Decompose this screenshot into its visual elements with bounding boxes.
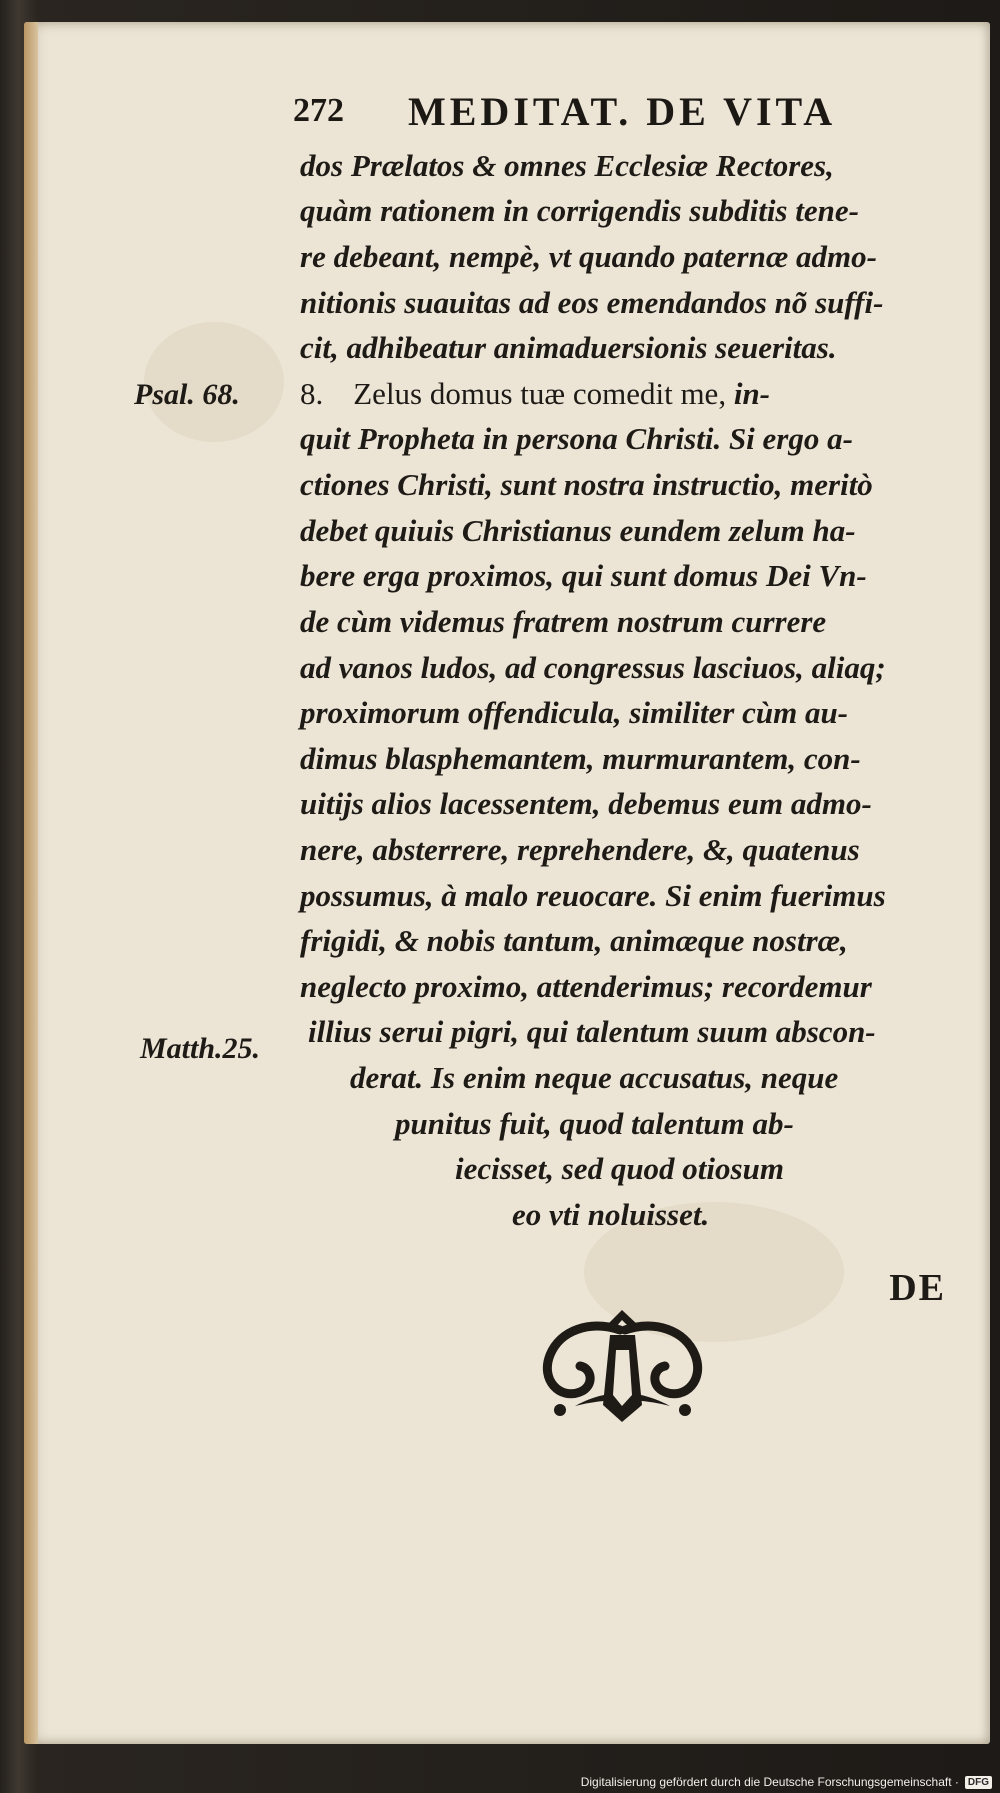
digitization-credit — [581, 1775, 992, 1789]
page-number: 272 — [293, 92, 344, 129]
running-title: MEDITAT. DE VITA — [408, 89, 837, 134]
text-line: quàm rationem in corrigendis subditis tene- — [300, 193, 859, 228]
text-line: dimus blasphemantem, murmurantem, con- — [300, 741, 861, 776]
text-line: proximorum offendicula, similiter cùm au- — [300, 695, 849, 730]
text-line: uitijs alios lacessentem, debemus eum admo- — [300, 786, 872, 821]
text-line: ad vanos ludos, ad congressus lasciuos, aliaq; — [300, 650, 886, 685]
text-line: nere, absterrere, reprehendere, &, quatenus — [300, 832, 860, 867]
text-line: de cùm videmus fratrem nostrum currere — [300, 604, 827, 639]
text-line: frigidi, & nobis tantum, animæque nostræ, — [300, 923, 848, 958]
line-tail: in- — [726, 376, 771, 411]
ornament-fleuron-icon — [520, 1310, 725, 1430]
text-line: illius serui pigri, qui talentum suum abscon- — [308, 1014, 876, 1049]
dfg-logo-icon: DFG — [965, 1776, 992, 1789]
text-line: nitionis suauitas ad eos emendandos nõ suffi- — [300, 285, 884, 320]
credit-text: Digitalisierung gefördert durch die Deutsche Forschungsgemeinschaft · — [580, 1775, 959, 1789]
paragraph-number: 8. — [300, 376, 324, 411]
text-line: cit, adhibeatur animaduersionis seueritas. — [300, 330, 837, 365]
text-line — [300, 374, 770, 414]
text-line: dos Prælatos & omnes Ecclesiæ Rectores, — [300, 148, 834, 183]
text-line: quit Propheta in persona Christi. Si ergo a- — [300, 421, 853, 456]
margin-note-matthew: Matth.25. — [140, 1032, 261, 1065]
quoted-verse: Zelus domus tuæ comedit me, — [353, 376, 727, 411]
catchword: DE — [889, 1267, 946, 1309]
running-head — [293, 88, 903, 140]
text-line: iecisset, sed quod otiosum — [455, 1151, 784, 1186]
text-line: debet quiuis Christianus eundem zelum ha- — [300, 513, 856, 548]
text-line: ctiones Christi, sunt nostra instructio, meritò — [300, 467, 873, 502]
text-line: bere erga proximos, qui sunt domus Dei Vn- — [300, 558, 867, 593]
page-edge — [24, 22, 38, 1744]
text-line: re debeant, nempè, vt quando paternæ admo- — [300, 239, 877, 274]
text-line: neglecto proximo, attenderimus; recordemur — [300, 969, 872, 1004]
text-line: possumus, à malo reuocare. Si enim fuerimus — [300, 878, 886, 913]
text-line: derat. Is enim neque accusatus, neque — [350, 1060, 839, 1095]
text-line: eo vti noluisset. — [512, 1197, 710, 1232]
text-line: punitus fuit, quod talentum ab- — [395, 1106, 794, 1141]
margin-note-psalm: Psal. 68. — [134, 378, 240, 411]
